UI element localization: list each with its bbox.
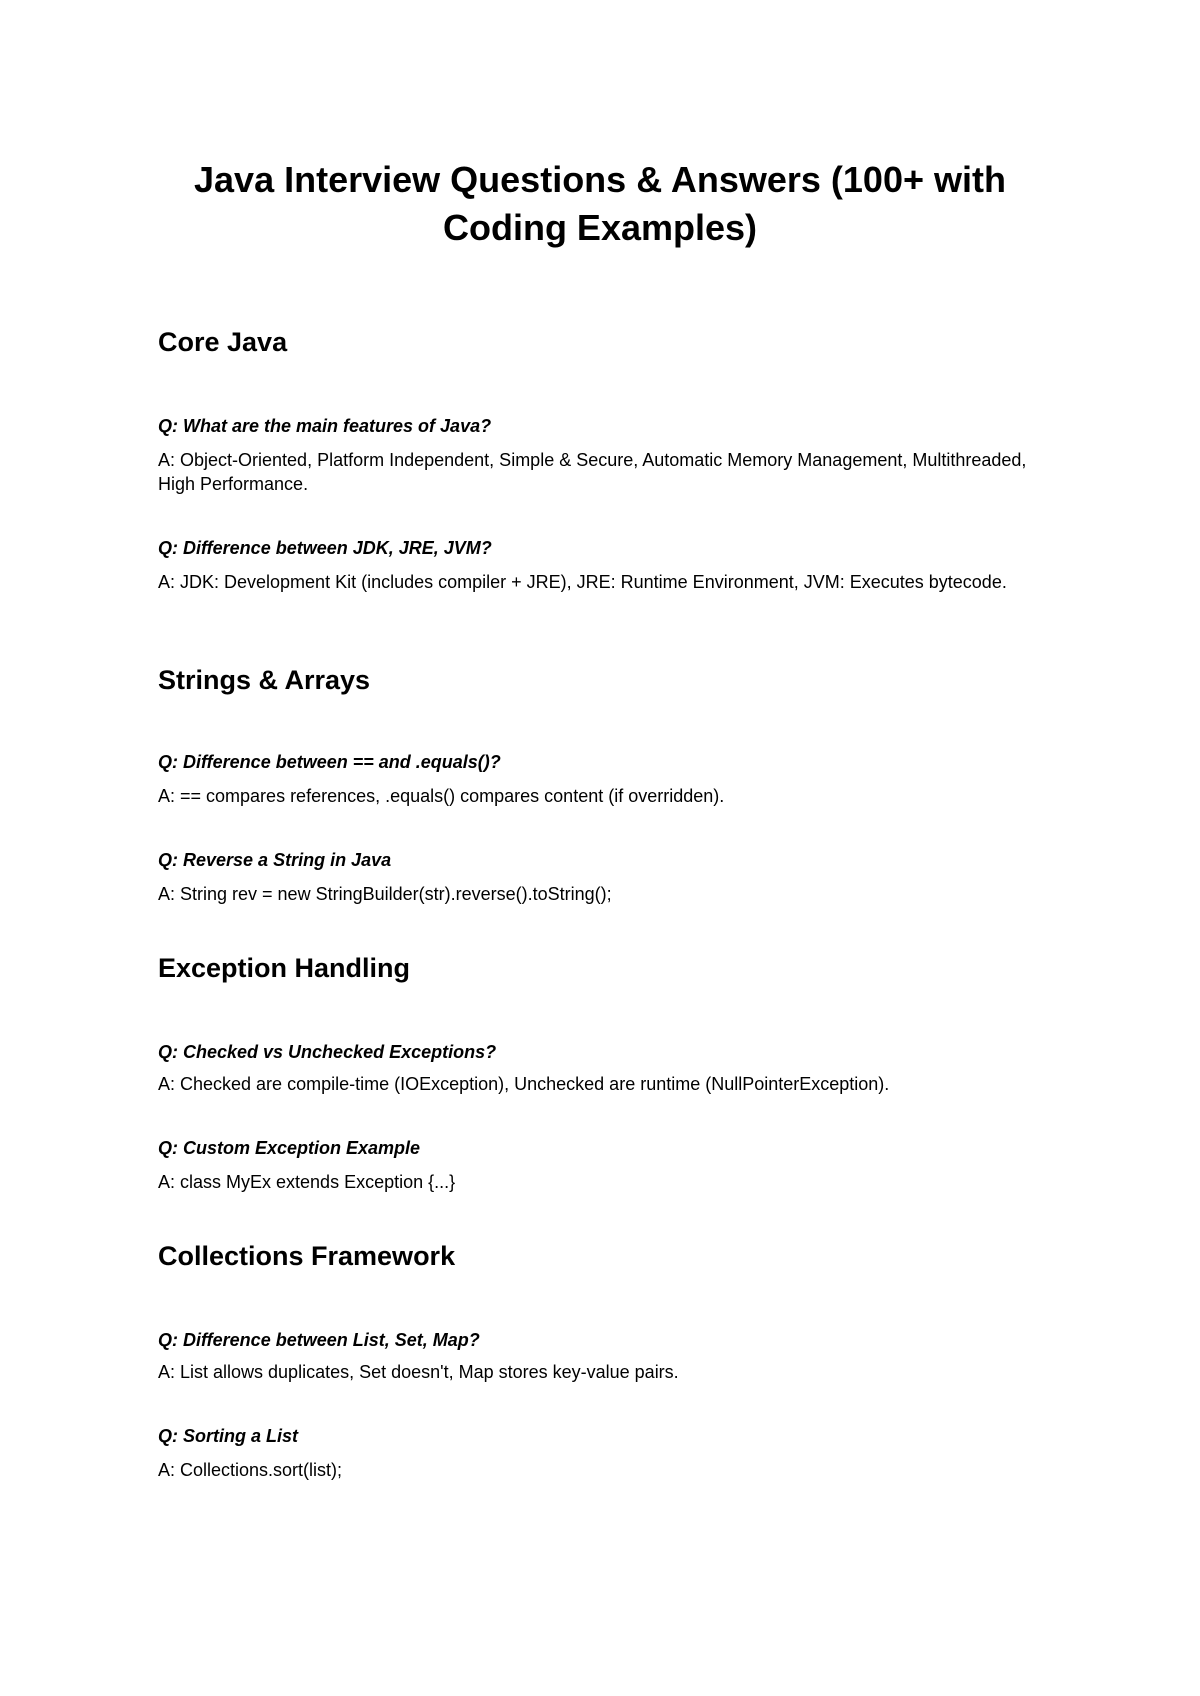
question: Q: Reverse a String in Java bbox=[158, 850, 392, 870]
document-title: Java Interview Questions & Answers (100+ with Coding Examples) bbox=[194, 159, 1006, 248]
answer: A: Checked are compile-time (IOException), Unchecked are runtime (NullPointerException). bbox=[158, 1074, 890, 1094]
answer: A: String rev = new StringBuilder(str).reverse().toString(); bbox=[158, 884, 612, 904]
answer: A: List allows duplicates, Set doesn't, Map stores key-value pairs. bbox=[158, 1362, 679, 1382]
section-heading-collections-framework: Collections Framework bbox=[158, 1241, 456, 1271]
section-heading-exception-handling: Exception Handling bbox=[158, 953, 411, 983]
section-heading-strings-arrays: Strings & Arrays bbox=[158, 665, 371, 695]
question: Q: Sorting a List bbox=[158, 1426, 299, 1446]
answer: A: class MyEx extends Exception {...} bbox=[158, 1172, 456, 1192]
answer: A: == compares references, .equals() compares content (if overridden). bbox=[158, 786, 725, 806]
question: Q: Checked vs Unchecked Exceptions? bbox=[158, 1042, 497, 1062]
answer: A: Object-Oriented, Platform Independent, Simple & Secure, Automatic Memory Management, Multithreaded, High Performance. bbox=[158, 450, 1027, 494]
question: Q: Difference between == and .equals()? bbox=[158, 752, 501, 772]
question: Q: What are the main features of Java? bbox=[158, 416, 492, 436]
answer: A: Collections.sort(list); bbox=[158, 1460, 343, 1480]
question: Q: Difference between JDK, JRE, JVM? bbox=[158, 538, 492, 558]
question: Q: Difference between List, Set, Map? bbox=[158, 1330, 480, 1350]
section-heading-core-java: Core Java bbox=[158, 327, 288, 357]
answer: A: JDK: Development Kit (includes compiler + JRE), JRE: Runtime Environment, JVM: Executes bytecode. bbox=[158, 572, 1007, 592]
question: Q: Custom Exception Example bbox=[158, 1138, 421, 1158]
